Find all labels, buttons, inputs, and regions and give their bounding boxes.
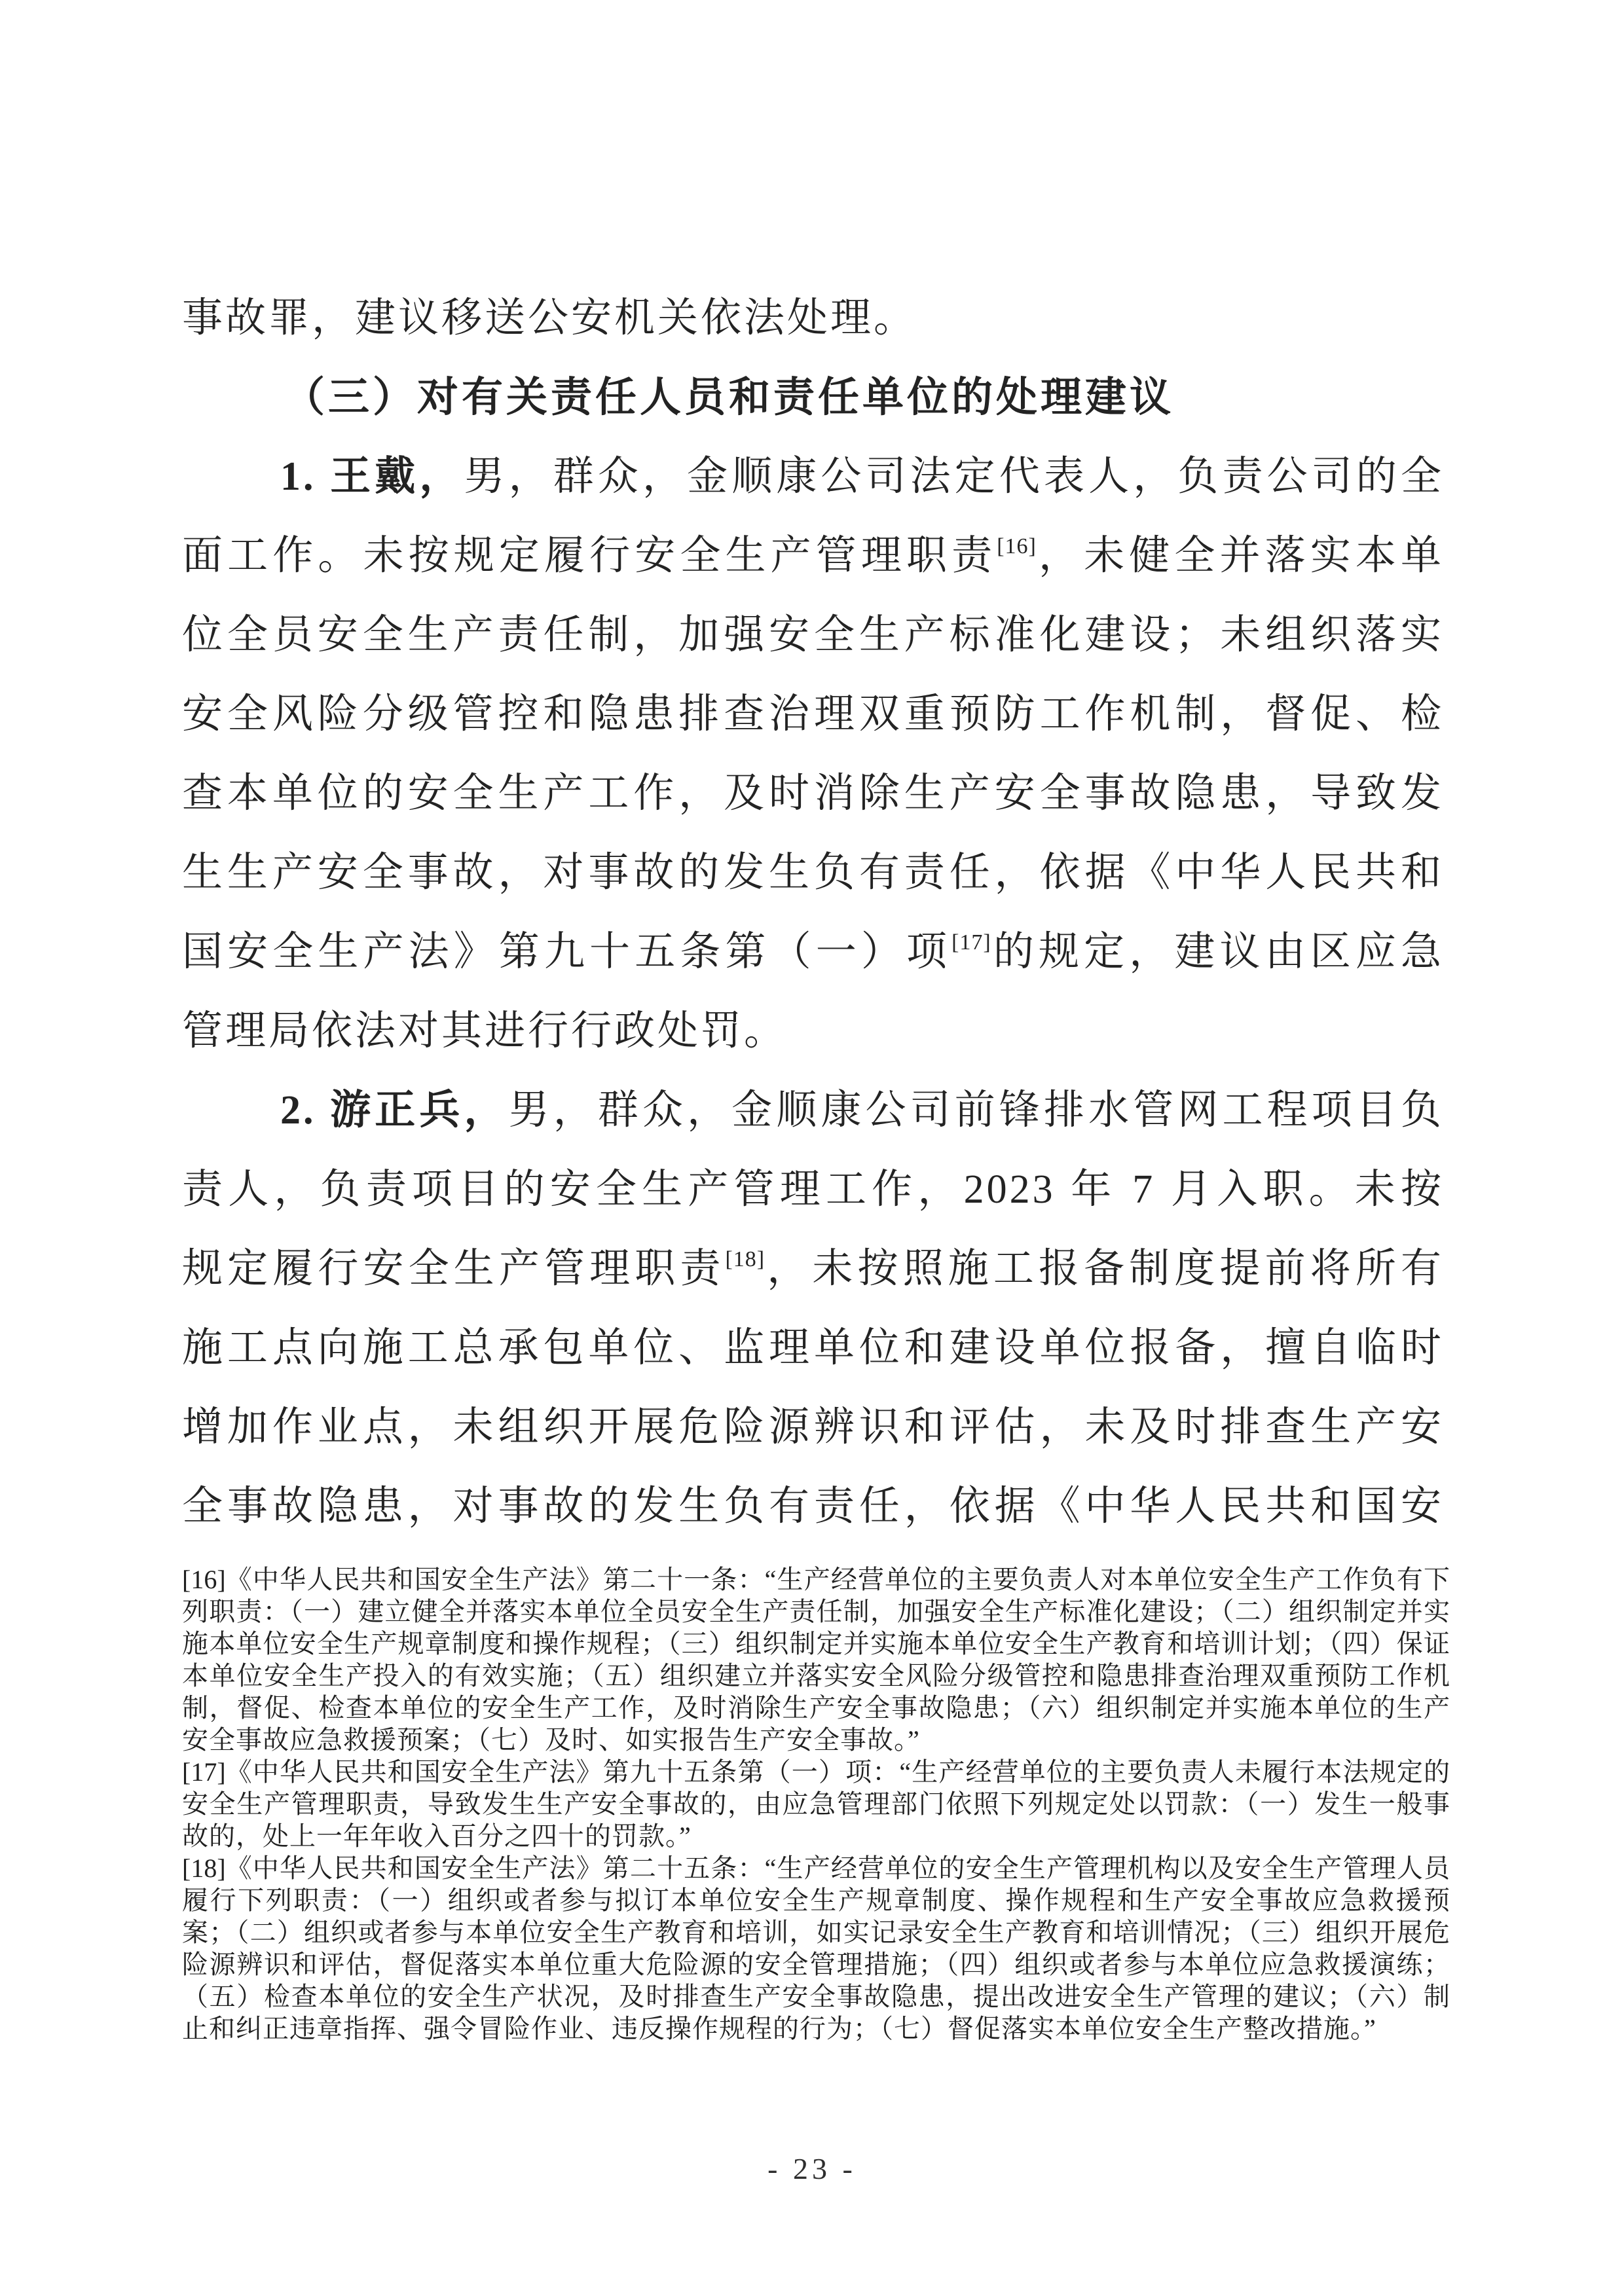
para1-line1-text: 男，群众，金顺康公司法定代表人，负责公司的全 bbox=[464, 454, 1444, 499]
para2-line3 bbox=[182, 1230, 1444, 1309]
para2-line4 bbox=[182, 1309, 1444, 1388]
para2-line6-text: 全事故隐患，对事故的发生负有责任，依据《中华人民共和国安 bbox=[182, 1484, 1444, 1529]
para1-line2-text: 面工作。未按规定履行安全生产管理职责 bbox=[182, 534, 997, 578]
para1-line6-text: 生生产安全事故，对事故的发生负有责任，依据《中华人民共和 bbox=[182, 850, 1444, 895]
para1-line8-text: 管理局依法对其进行行政处罚。 bbox=[182, 1009, 788, 1053]
para2-line5 bbox=[182, 1388, 1444, 1467]
footnote-18-label: [18] bbox=[182, 1853, 226, 1883]
para1-line3-text: 位全员安全生产责任制，加强安全生产标准化建设；未组织落实 bbox=[182, 613, 1444, 657]
para1-line7-text-after: 的规定，建议由区应急 bbox=[991, 930, 1444, 974]
footnotes-section bbox=[182, 1563, 1450, 2045]
para1-line4 bbox=[182, 675, 1444, 754]
para1-line2-text-after: ，未健全并落实本单 bbox=[1036, 534, 1444, 578]
footnote-ref-16: [16] bbox=[997, 534, 1037, 558]
para2-line1-text: 男，群众，金顺康公司前锋排水管网工程项目负 bbox=[508, 1088, 1444, 1133]
footnote-17-text: 《中华人民共和国安全生产法》第九十五条第（一）项：“生产经营单位的主要负责人未履行本法规定的安全生产管理职责，导致发生生产安全事故的，由应急管理部门依照下列规定处以罚款：（一）发生一般事故的，处上一年年收入百分之四十的罚款。” bbox=[182, 1757, 1450, 1851]
para1-line2 bbox=[182, 517, 1444, 596]
para2-line3-text: 规定履行安全生产管理职责 bbox=[182, 1247, 726, 1291]
para2-line3-text-after: ，未按照施工报备制度提前将所有 bbox=[765, 1247, 1444, 1291]
para2-line1 bbox=[182, 1071, 1444, 1150]
footnote-18-text: 《中华人民共和国安全生产法》第二十五条：“生产经营单位的安全生产管理机构以及安全生产管理人员履行下列职责：（一）组织或者参与拟订本单位安全生产规章制度、操作规程和生产安全事故应急救援预案；（二）组织或者参与本单位安全生产教育和培训，如实记录安全生产教育和培训情况；（三）组织开展危险源辨识和评估，督促落实本单位重大危险源的安全管理措施；（四）组织或者参与本单位应急救援演练；（五）检查本单位的安全生产状况，及时排查生产安全事故隐患，提出改进安全生产管理的建议；（六）制止和纠正违章指挥、强令冒险作业、违反操作规程的行为；（七）督促落实本单位安全生产整改措施。” bbox=[182, 1853, 1450, 2043]
para1-line8 bbox=[182, 992, 1444, 1071]
para1-line6 bbox=[182, 833, 1444, 913]
para2-line5-text: 增加作业点，未组织开展危险源辨识和评估，未及时排查生产安 bbox=[182, 1405, 1444, 1449]
para2-line6 bbox=[182, 1467, 1444, 1546]
para1-line7-text: 国安全生产法》第九十五条第（一）项 bbox=[182, 930, 952, 974]
para1-line1 bbox=[182, 437, 1444, 517]
para1-line5 bbox=[182, 754, 1444, 833]
footnote-17 bbox=[182, 1756, 1450, 1852]
footnote-ref-18: [18] bbox=[725, 1247, 766, 1271]
intro-text: 事故罪，建议移送公安机关依法处理。 bbox=[182, 296, 917, 340]
para1-line3 bbox=[182, 596, 1444, 675]
footnote-17-label: [17] bbox=[182, 1757, 226, 1787]
footnote-16 bbox=[182, 1563, 1450, 1756]
person1-name: 1. 王戴， bbox=[280, 454, 464, 499]
section-heading-text: （三）对有关责任人员和责任单位的处理建议 bbox=[284, 374, 1174, 420]
para2-line2 bbox=[182, 1150, 1444, 1230]
footnote-ref-17: [17] bbox=[951, 930, 991, 955]
para2-line2-text: 责人，负责项目的安全生产管理工作，2023 年 7 月入职。未按 bbox=[182, 1167, 1444, 1212]
para2-line4-text: 施工点向施工总承包单位、监理单位和建设单位报备，擅自临时 bbox=[182, 1326, 1444, 1370]
page-number bbox=[0, 2151, 1624, 2186]
footnote-16-label: [16] bbox=[182, 1565, 226, 1594]
document-body bbox=[182, 279, 1444, 1546]
footnote-18 bbox=[182, 1852, 1450, 2045]
page-number-text: - 23 - bbox=[767, 2152, 857, 2185]
para1-line7 bbox=[182, 913, 1444, 992]
person2-name: 2. 游正兵， bbox=[280, 1088, 509, 1133]
section-heading bbox=[182, 358, 1444, 437]
para1-line4-text: 安全风险分级管控和隐患排查治理双重预防工作机制，督促、检 bbox=[182, 692, 1444, 737]
para1-line5-text: 查本单位的安全生产工作，及时消除生产安全事故隐患，导致发 bbox=[182, 771, 1444, 816]
body-line-intro bbox=[182, 279, 1444, 358]
footnote-16-text: 《中华人民共和国安全生产法》第二十一条：“生产经营单位的主要负责人对本单位安全生产工作负有下列职责：（一）建立健全并落实本单位全员安全生产责任制，加强安全生产标准化建设；（二）组织制定并实施本单位安全生产规章制度和操作规程；（三）组织制定并实施本单位安全生产教育和培训计划；（四）保证本单位安全生产投入的有效实施；（五）组织建立并落实安全风险分级管控和隐患排查治理双重预防工作机制，督促、检查本单位的安全生产工作，及时消除生产安全事故隐患；（六）组织制定并实施本单位的生产安全事故应急救援预案；（七）及时、如实报告生产安全事故。” bbox=[182, 1565, 1450, 1755]
